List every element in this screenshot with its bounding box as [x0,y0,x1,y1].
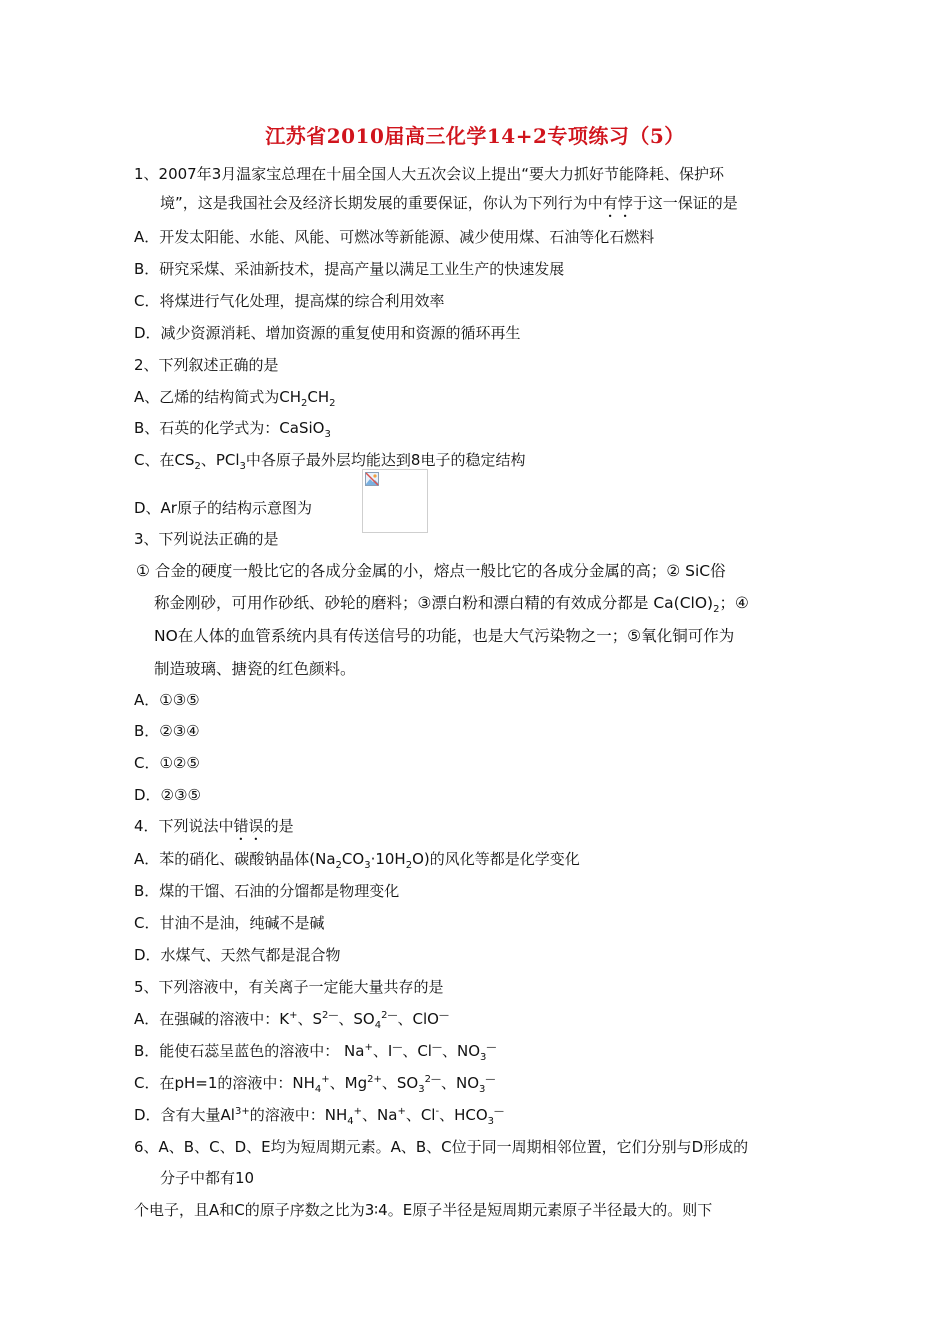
q3-option-b: B．②③④ [134,722,200,740]
q3-text-line2: 称金刚砂，可用作砂纸、砂轮的磨料；③漂白粉和漂白精的有效成分都是 $Ca(ClO)_2$；④ [154,594,749,616]
q1-option-b: B．研究采煤、采油新技术，提高产量以满足工业生产的快速发展 [134,260,565,278]
q3-option-a: A．①③⑤ [134,691,200,709]
q3-text-line3: NO在人体的血管系统内具有传送信号的功能，也是大气污染物之一；⑤氧化铜可作为 [154,627,735,645]
q4-option-c: C．甘油不是油，纯碱不是碱 [134,914,325,932]
emphasis-text: 有悖 [602,194,633,212]
q1-stem-line2: 境”，这是我国社会及经济长期发展的重要保证，你认为下列行为中有悖于这一保证的是 [160,194,738,212]
q1-option-c: C．将煤进行气化处理，提高煤的综合利用效率 [134,292,445,310]
q4-stem: 4．下列说法中错误的是 [134,817,294,835]
q3-option-d: D．②③⑤ [134,786,201,804]
q4-option-d: D．水煤气、天然气都是混合物 [134,946,341,964]
q5-stem: 5、下列溶液中，有关离子一定能大量共存的是 [134,978,444,996]
q6-stem-line1: 6、A、B、C、D、E均为短周期元素。A、B、C位于同一周期相邻位置，它们分别与D形成的 [134,1138,749,1156]
emphasis-text: 错误 [233,817,264,835]
q4-option-b: B．煤的干馏、石油的分馏都是物理变化 [134,882,400,900]
q1-option-a: A．开发太阳能、水能、风能、可燃冰等新能源、减少使用煤、石油等化石燃料 [134,228,655,246]
q3-text-line4: 制造玻璃、搪瓷的红色颜料。 [154,660,356,678]
q5-option-c: C．在pH=1的溶液中：$NH_4^+$、$Mg^{2+}$、$SO_3^{2—}$、$NO_3^—$ [134,1074,496,1095]
q5-option-b: B．能使石蕊呈蓝色的溶液中： Na+、I—、Cl—、$NO_3^—$ [134,1042,497,1063]
q6-stem-line3: 个电子，且A和C的原子序数之比为3∶4。E原子半径是短周期元素原子半径最大的。则下 [134,1201,713,1219]
q2-option-d: D、Ar原子的结构示意图为 [134,499,312,517]
q6-stem-line2: 分子中都有10 [160,1169,255,1187]
q4-option-a: A．苯的硝化、碳酸钠晶体$(Na_2CO_3\cdot 10H_2O)$的风化等都是化学变化 [134,850,580,871]
q3-option-c: C．①②⑤ [134,754,200,772]
q1-stem-line1: 1、2007年3月温家宝总理在十届全国人大五次会议上提出“要大力抓好节能降耗、保护环 [134,165,725,183]
broken-image-icon [365,472,379,486]
document-title: 江苏省2010届高三化学14+2专项练习（5） [265,124,685,148]
q2-stem: 2、下列叙述正确的是 [134,356,279,374]
q5-option-a: A．在强碱的溶液中：K+、$S^{2—}$、$SO_4^{2—}$、ClO— [134,1010,449,1031]
q3-stem: 3、下列说法正确的是 [134,530,279,548]
q3-text-line1: ① 合金的硬度一般比它的各成分金属的小，熔点一般比它的各成分金属的高；② SiC俗 [136,562,726,580]
q2-option-b: B、石英的化学式为：CaSiO$_3$ [134,419,331,440]
q2-option-c: C、在$CS_2$、PCl$_3$中各原子最外层均能达到8电子的稳定结构 [134,451,526,472]
q2-option-a: A、乙烯的结构简式为$CH_2CH_2$ [134,388,336,409]
broken-image-placeholder [362,469,428,533]
q1-option-d: D．减少资源消耗、增加资源的重复使用和资源的循环再生 [134,324,521,342]
q5-option-d: D．含有大量$Al^{3+}$的溶液中：$NH_4^+$、Na+、Cl-、$HCO_3^—$ [134,1106,505,1127]
